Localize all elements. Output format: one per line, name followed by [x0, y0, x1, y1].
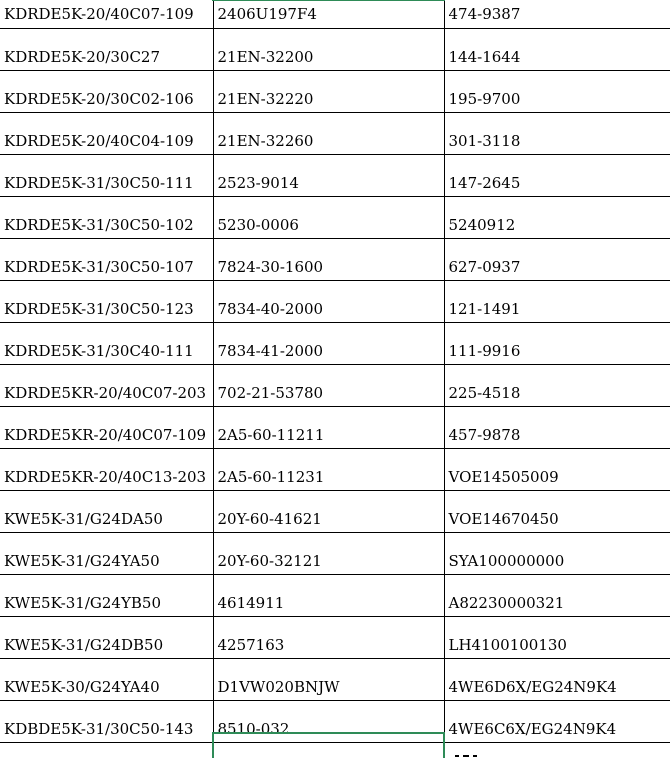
- selected-cell-border-bottom: [212, 732, 445, 758]
- table-row: [0, 0, 670, 28]
- grid-cell-ref-a[interactable]: [213, 406, 444, 448]
- cell-text: 2A5-60-11231: [217, 467, 325, 486]
- grid-cell-part-no[interactable]: [0, 490, 213, 532]
- table-row: [0, 322, 670, 364]
- cell-text: KWE5K-31/G24DB50: [4, 635, 164, 654]
- cut-off-text-fragment-icon: [455, 752, 485, 758]
- cell-text: 4614911: [217, 593, 285, 612]
- grid-cell-part-no[interactable]: [0, 616, 213, 658]
- cell-text: VOE14505009: [448, 467, 559, 486]
- table-row: [0, 70, 670, 112]
- grid-cell-part-no[interactable]: [0, 0, 213, 28]
- cell-text: KDRDE5K-31/30C50-102: [4, 215, 194, 234]
- grid-cell-part-no[interactable]: [0, 574, 213, 616]
- grid-cell-ref-b[interactable]: [444, 238, 670, 280]
- cell-text: KDRDE5K-20/40C07-109: [4, 5, 194, 23]
- table-row: [0, 196, 670, 238]
- table-row: [0, 112, 670, 154]
- cell-text: 121-1491: [448, 299, 521, 318]
- grid-cell-part-no[interactable]: [0, 70, 213, 112]
- grid-cell-ref-b[interactable]: [444, 658, 670, 700]
- cell-text: 20Y-60-32121: [217, 551, 322, 570]
- table-row: [0, 490, 670, 532]
- grid-cell-ref-b[interactable]: [444, 574, 670, 616]
- grid-cell-ref-b[interactable]: [444, 700, 670, 742]
- cell-text: A82230000321: [448, 593, 565, 612]
- cell-text: 702-21-53780: [217, 383, 324, 402]
- cell-text: 195-9700: [448, 89, 521, 108]
- grid-cell-ref-a[interactable]: [213, 70, 444, 112]
- grid-cell-ref-a[interactable]: [213, 448, 444, 490]
- cell-text: 2523-9014: [217, 173, 299, 192]
- table-row: [0, 154, 670, 196]
- grid-cell-ref-a[interactable]: [213, 364, 444, 406]
- grid-cell-part-no[interactable]: [0, 112, 213, 154]
- grid-cell-ref-a[interactable]: [213, 280, 444, 322]
- grid-cell-ref-b[interactable]: [444, 280, 670, 322]
- cell-text: 7834-41-2000: [217, 341, 324, 360]
- grid-cell-part-no[interactable]: [0, 196, 213, 238]
- cell-text: 474-9387: [448, 5, 521, 23]
- grid-cell-part-no[interactable]: [0, 364, 213, 406]
- table-row: [0, 658, 670, 700]
- grid-cell-ref-a[interactable]: [213, 322, 444, 364]
- grid-cell-ref-a[interactable]: [213, 0, 444, 28]
- grid-cell-ref-b[interactable]: [444, 406, 670, 448]
- grid-cell-part-no[interactable]: [0, 532, 213, 574]
- grid-cell-ref-a[interactable]: [213, 616, 444, 658]
- cell-text: 111-9916: [448, 341, 521, 360]
- cell-text: KDRDE5K-31/30C50-123: [4, 299, 194, 318]
- cell-text: 225-4518: [448, 383, 521, 402]
- grid-cell-ref-b[interactable]: [444, 448, 670, 490]
- cell-text: 627-0937: [448, 257, 521, 276]
- cell-text: 457-9878: [448, 425, 521, 444]
- grid-cell-part-no[interactable]: [0, 406, 213, 448]
- grid-cell-ref-b[interactable]: [444, 364, 670, 406]
- cell-text: 8510-032: [217, 719, 290, 738]
- grid-cell-part-no[interactable]: [0, 154, 213, 196]
- grid-cell-part-no[interactable]: [0, 238, 213, 280]
- cell-text: KDRDE5K-20/40C04-109: [4, 131, 194, 150]
- cell-text: KWE5K-31/G24YB50: [4, 593, 161, 612]
- cell-text: 301-3118: [448, 131, 521, 150]
- grid-cell-part-no[interactable]: [0, 700, 213, 742]
- cell-text: KDRDE5K-20/30C27: [4, 47, 161, 66]
- grid-cell-ref-b[interactable]: [444, 322, 670, 364]
- cell-text: LH4100100130: [448, 635, 567, 654]
- grid-cell-part-no[interactable]: [0, 322, 213, 364]
- grid-cell-ref-b[interactable]: [444, 616, 670, 658]
- cell-text: 21EN-32200: [217, 47, 314, 66]
- grid-cell-ref-b[interactable]: [444, 0, 670, 28]
- cell-text: 4WE6C6X/EG24N9K4: [448, 719, 617, 738]
- grid-cell-ref-a[interactable]: [213, 238, 444, 280]
- cell-text: 21EN-32220: [217, 89, 314, 108]
- grid-cell-ref-a[interactable]: [213, 154, 444, 196]
- cell-text: 7824-30-1600: [217, 257, 324, 276]
- grid-cell-part-no[interactable]: [0, 658, 213, 700]
- selected-cell-border-top: [212, 0, 445, 1]
- table-row: [0, 28, 670, 70]
- grid-cell-ref-b[interactable]: [444, 70, 670, 112]
- cell-text: D1VW020BNJW: [217, 677, 340, 696]
- grid-cell-ref-b[interactable]: [444, 112, 670, 154]
- table-row: [0, 364, 670, 406]
- cell-text: KDRDE5K-31/30C40-111: [4, 341, 194, 360]
- cell-text: 2406U197F4: [217, 5, 317, 23]
- cell-text: 21EN-32260: [217, 131, 314, 150]
- cell-text: KDRDE5KR-20/40C07-203: [4, 383, 207, 402]
- cell-text: KWE5K-30/G24YA40: [4, 677, 160, 696]
- cell-text: KDRDE5KR-20/40C13-203: [4, 467, 207, 486]
- cell-text: 5240912: [448, 215, 516, 234]
- grid-cell-ref-a[interactable]: [213, 28, 444, 70]
- grid-cell-ref-b[interactable]: [444, 196, 670, 238]
- cell-text: KDRDE5KR-20/40C07-109: [4, 425, 207, 444]
- grid-cell-part-no[interactable]: [0, 448, 213, 490]
- grid-cell-ref-b[interactable]: [444, 28, 670, 70]
- table-row: [0, 574, 670, 616]
- grid-cell-ref-b[interactable]: [444, 490, 670, 532]
- cell-text: KDRDE5K-31/30C50-107: [4, 257, 194, 276]
- cell-text: KDBDE5K-31/30C50-143: [4, 719, 194, 738]
- cell-text: 2A5-60-11211: [217, 425, 325, 444]
- table-row: [0, 532, 670, 574]
- cell-text: 5230-0006: [217, 215, 299, 234]
- grid-cell-ref-a[interactable]: [213, 112, 444, 154]
- grid-cell-part-no[interactable]: [0, 280, 213, 322]
- cell-text: VOE14670450: [448, 509, 559, 528]
- cell-text: 20Y-60-41621: [217, 509, 322, 528]
- cell-text: 147-2645: [448, 173, 521, 192]
- table-row: [0, 448, 670, 490]
- cell-text: SYA100000000: [448, 551, 565, 570]
- grid-cell-ref-b[interactable]: [444, 532, 670, 574]
- grid-cell-ref-a[interactable]: [213, 574, 444, 616]
- grid-cell-ref-a[interactable]: [213, 658, 444, 700]
- grid-cell-ref-b[interactable]: [444, 154, 670, 196]
- table-row: [0, 406, 670, 448]
- cell-text: 4257163: [217, 635, 285, 654]
- grid-cell-ref-a[interactable]: [213, 196, 444, 238]
- cell-text: KWE5K-31/G24DA50: [4, 509, 163, 528]
- grid-cell-part-no[interactable]: [0, 28, 213, 70]
- table-row: [0, 616, 670, 658]
- cell-text: KDRDE5K-20/30C02-106: [4, 89, 194, 108]
- cell-text: KDRDE5K-31/30C50-111: [4, 173, 194, 192]
- cell-text: 7834-40-2000: [217, 299, 324, 318]
- cell-text: KWE5K-31/G24YA50: [4, 551, 160, 570]
- table-row: [0, 280, 670, 322]
- grid-cell-ref-a[interactable]: [213, 490, 444, 532]
- cell-text: 4WE6D6X/EG24N9K4: [448, 677, 617, 696]
- table-row: [0, 238, 670, 280]
- cell-text: 144-1644: [448, 47, 521, 66]
- grid-cell-ref-a[interactable]: [213, 532, 444, 574]
